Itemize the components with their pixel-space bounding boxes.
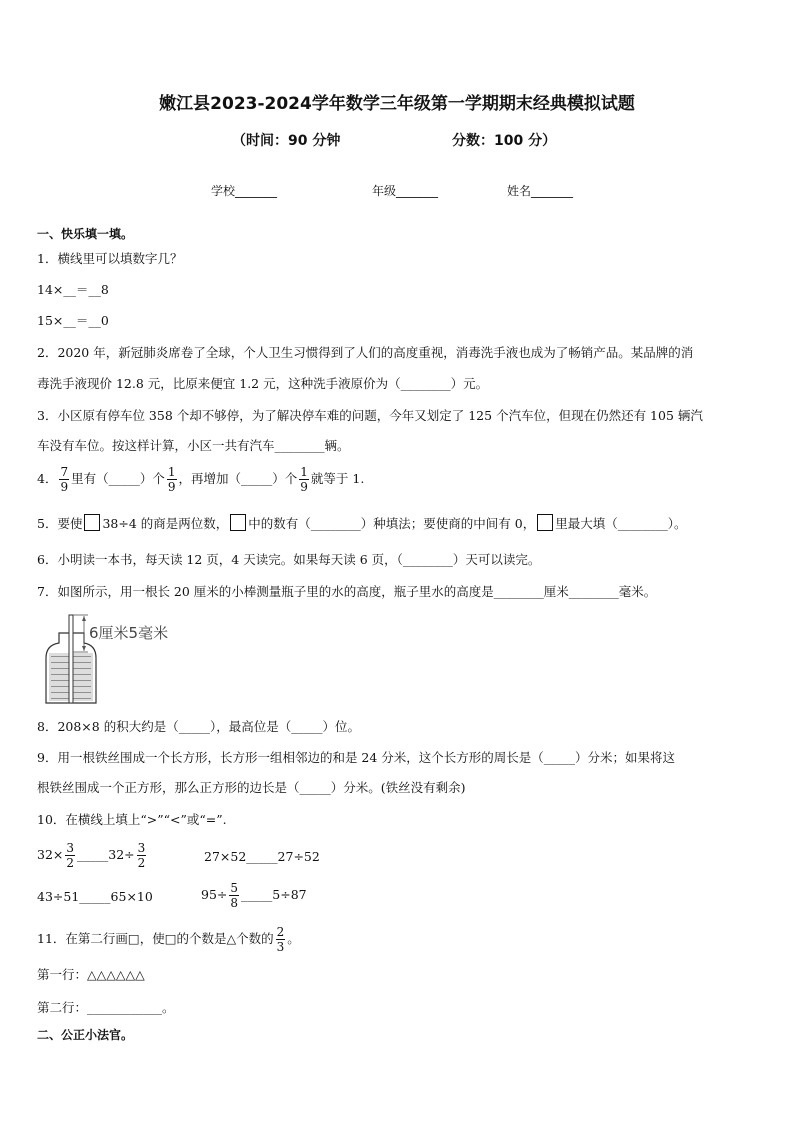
fraction [167,465,177,494]
q10-c: 43÷51_____65×10 [37,889,153,904]
q9-line1: 9．用一根铁丝围成一个长方形，长方形一组相邻边的和是 24 分米，这个长方形的周长是（_____）分米；如果将这 [37,750,676,765]
denominator: 2 [137,856,146,870]
q10-a [37,838,148,872]
q9-line2: 根铁丝围成一个正方形，那么正方形的边长是（_____）分米。(铁丝没有剩余) [37,780,466,795]
section-1-heading: 一、快乐填一填。 [37,227,134,241]
numerator: 3 [137,841,146,855]
q11-pre: 11．在第二行画□，使□的个数是△个数的 [37,931,274,946]
q8-text: 8．208×8 的积大约是（_____），最高位是（_____）位。 [37,719,360,734]
fraction [299,465,309,494]
fraction [137,841,147,870]
q2-line1: 2．2020 年，新冠肺炎席卷了全球，个人卫生习惯得到了人们的高度重视，消毒洗手液也成为了畅销产品。某品牌的消 [37,345,694,360]
section-2-heading: 二、公正小法官。 [37,1028,134,1042]
q10-b: 27×52_____27÷52 [204,849,320,864]
q4-text-1: 里有（_____）个 [71,471,165,486]
blank-box [537,514,553,531]
numerator: 2 [276,925,285,939]
denominator: 9 [60,480,69,494]
blank-box [230,514,246,531]
q5-text-4: 里最大填（________）。 [555,516,687,531]
q10-a-mid: _____32÷ [77,847,135,862]
blank-box [84,514,100,531]
q4 [37,463,364,495]
q7-text: 7．如图所示，用一根长 20 厘米的小棒测量瓶子里的水的高度，瓶子里水的高度是________厘米________毫米。 [37,584,657,599]
q11-row2: 第二行：____________。 [37,1000,175,1015]
q11-post: 。 [287,931,300,946]
q10-d-post: _____5÷87 [241,887,307,902]
numerator: 5 [230,881,239,895]
q6-text: 6．小明读一本书，每天读 12 页，4 天读完。如果每天读 6 页，（________）天可以读完。 [37,552,541,567]
q10-d [201,878,307,912]
q5-text-1: 5．要使 [37,516,83,531]
numerator: 1 [300,465,308,479]
name-field: 姓名_______ [507,184,574,198]
q4-prefix: 4． [37,471,58,486]
denominator: 3 [276,940,285,954]
denominator: 9 [300,480,308,494]
q3-line2: 车没有车位。按这样计算，小区一共有汽车________辆。 [37,438,350,453]
measuring-stick [69,615,73,703]
bottle-figure [44,613,194,708]
q5-text-3: 中的数有（________）种填法；要使商的中间有 0， [248,516,536,531]
fraction [276,925,286,954]
q10-text: 10．在横线上填上“>”“<”或“=”. [37,812,227,827]
q2-line2: 毒洗手液现价 12.8 元，比原来便宜 1.2 元，这种洗手液原价为（________）元。 [37,376,489,391]
numerator: 3 [66,841,75,855]
school-field: 学校_______ [211,184,278,198]
page-title: 嫩江县2023-2024学年数学三年级第一学期期末经典模拟试题 [159,94,635,114]
fraction [59,465,69,494]
q11-row1: 第一行：△△△△△△ [37,967,145,982]
q5 [37,514,686,532]
q1-text: 1．横线里可以填数字几？ [37,251,183,266]
q3-line1: 3．小区原有停车位 358 个却不够停，为了解决停车难的问题，今年又划定了 125 个汽车位，但现在仍然还有 105 辆汽 [37,408,703,423]
fraction [65,841,75,870]
q1-line2: 15×__＝__0 [37,313,109,328]
numerator: 7 [60,465,69,479]
figure-label: 6厘米5毫米 [89,624,169,642]
grade-field: 年级_______ [372,184,439,198]
denominator: 2 [66,856,75,870]
exam-score: 分数：100 分） [452,133,557,149]
q4-text-3: 就等于 1. [310,471,365,486]
q10-a-pre: 32× [37,847,64,862]
q11 [37,922,300,956]
fraction [229,881,239,910]
q10-d-pre: 95÷ [201,887,228,902]
q4-text-2: ，再增加（_____）个 [178,471,298,486]
q1-line1: 14×__＝__8 [37,282,109,297]
numerator: 1 [167,465,176,479]
q5-text-2: 38÷4 的商是两位数， [102,516,229,531]
denominator: 9 [167,480,176,494]
exam-time: （时间：90 分钟 [232,133,341,149]
denominator: 8 [230,896,239,910]
